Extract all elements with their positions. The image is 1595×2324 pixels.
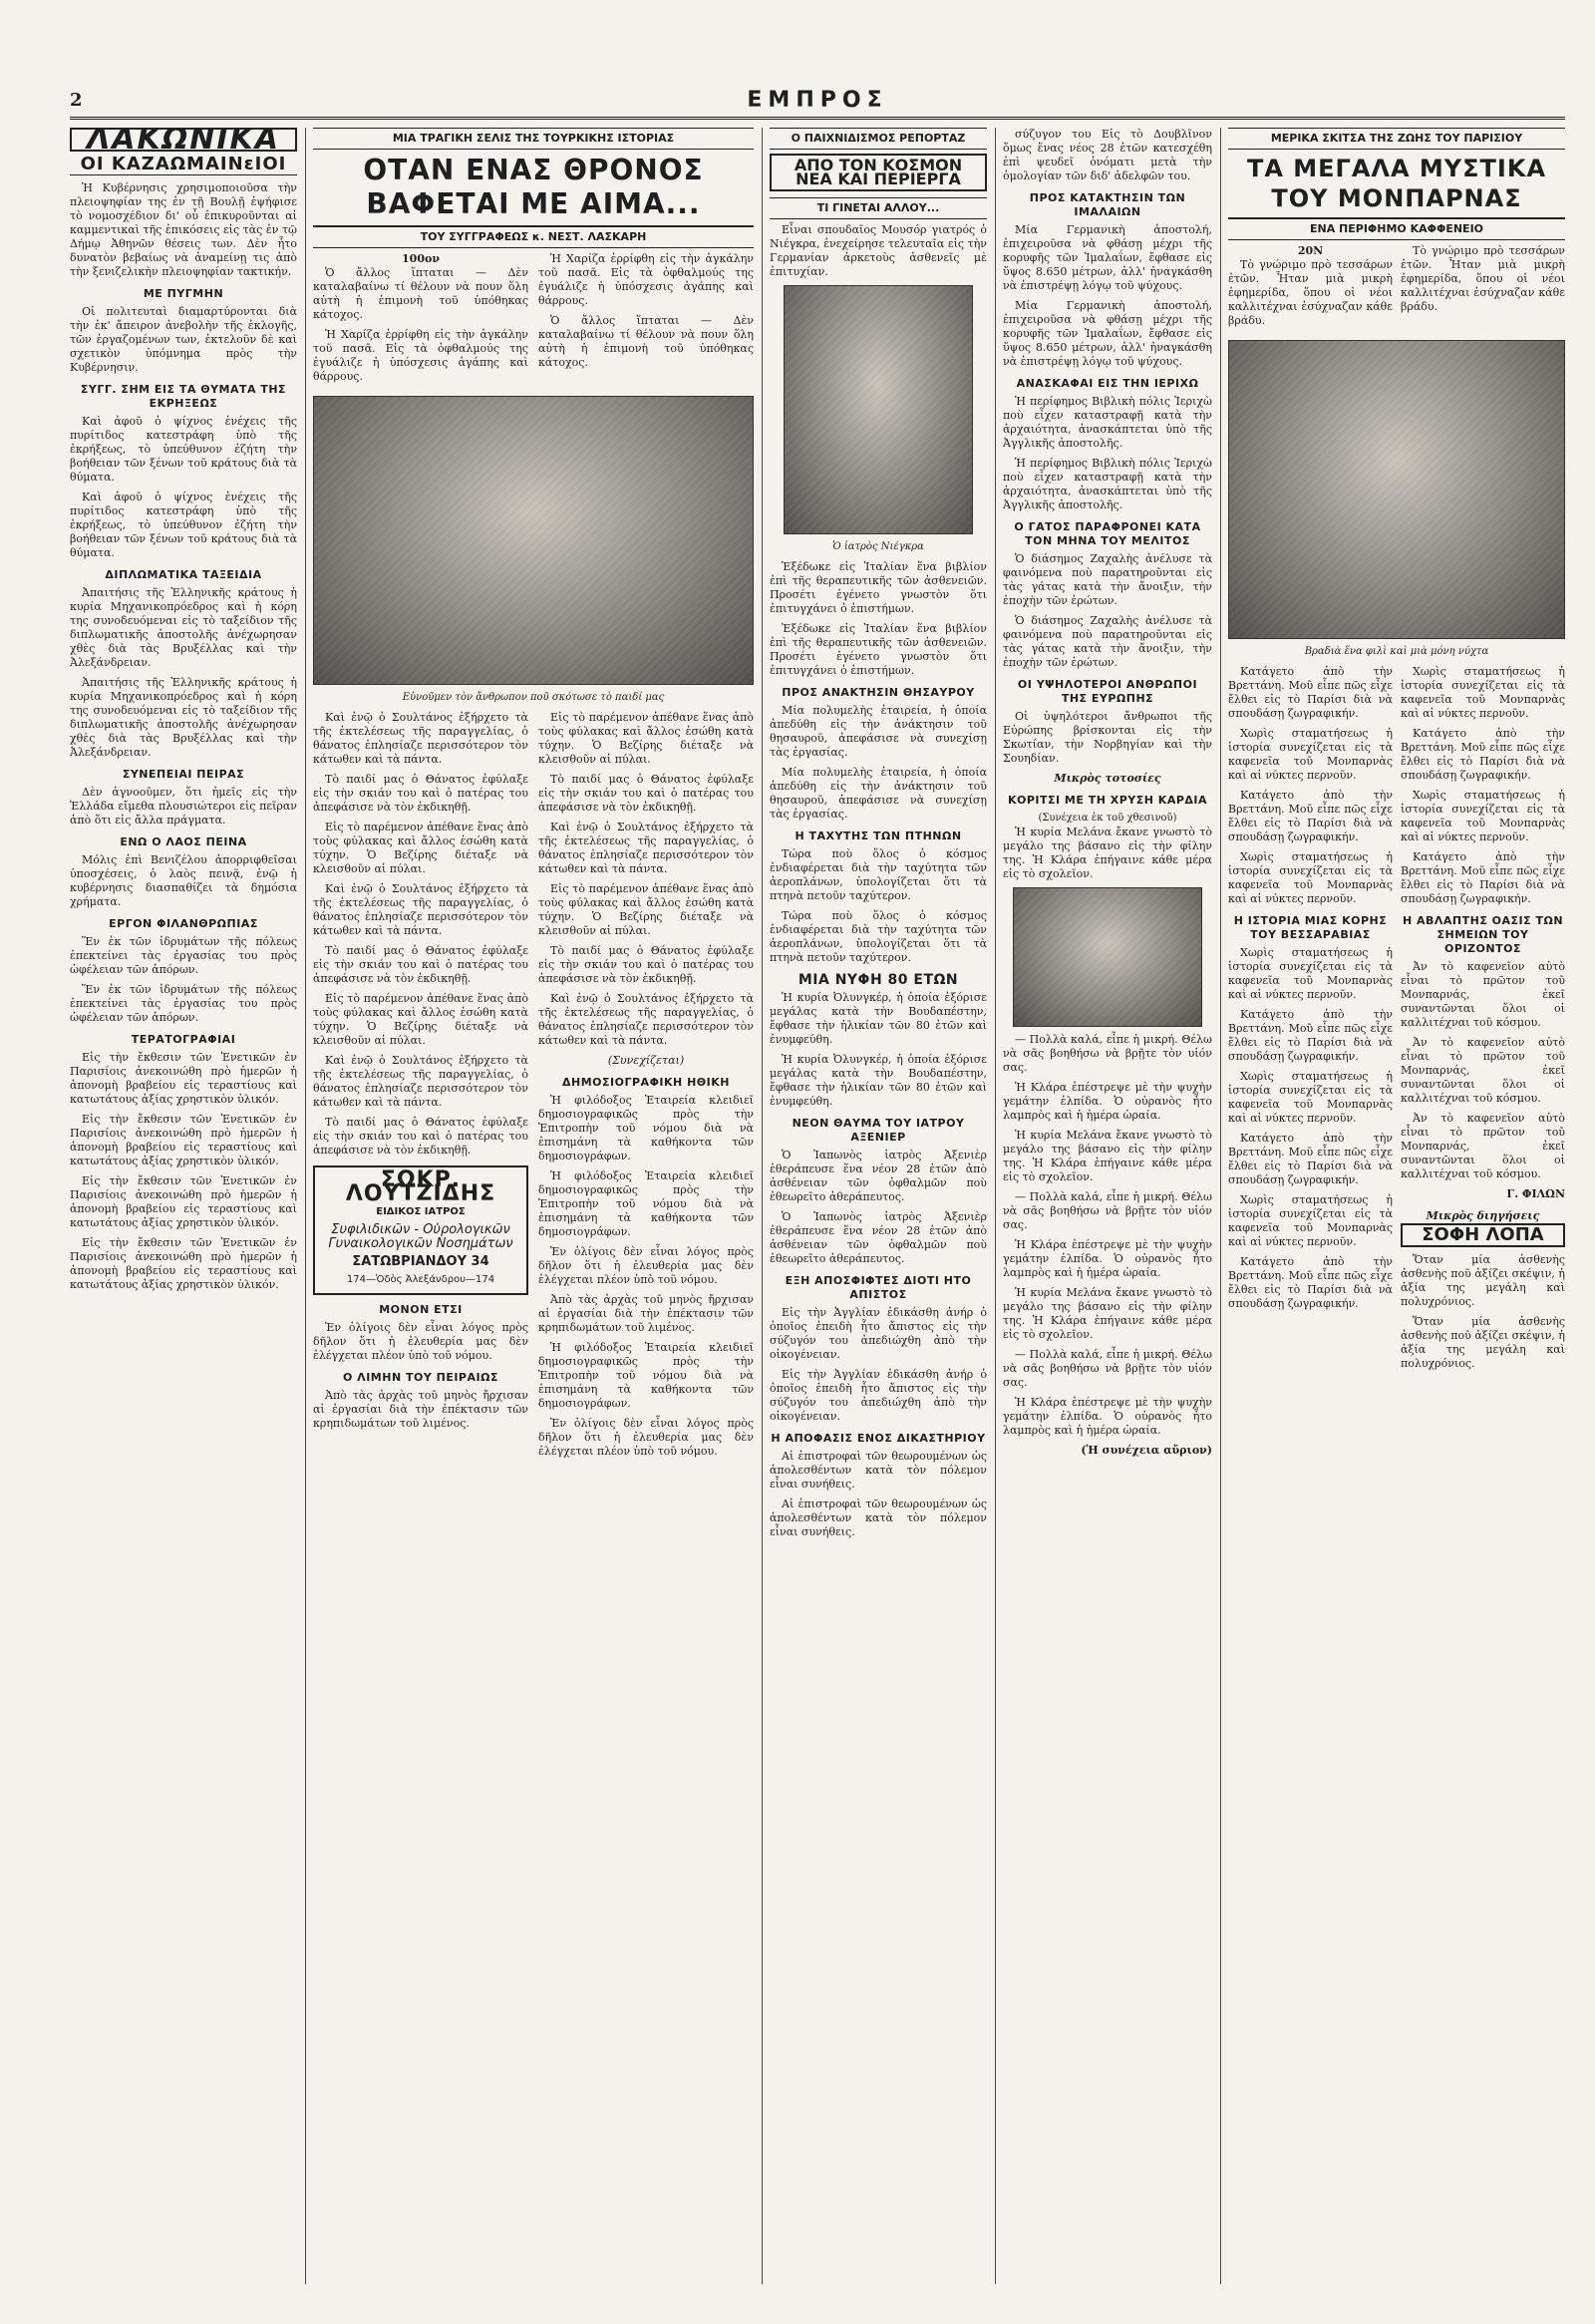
two-column-body (1228, 665, 1565, 1377)
article-body: — Πολλὰ καλά, εἶπε ἡ μικρή. Θέλω νὰ σᾶς βοηθήσω νὰ βρῇτε τὸν υἱόν σας. (1003, 1190, 1212, 1231)
article-body: Ἡ Κυβέρνησις χρησιμοποιοῦσα τὴν πλειοψηφίαν της ἐν τῇ Βουλῇ ἐψήφισε τὸ νομοσχέδιον δι' οὗ ἐπικυροῦνται αἱ καμμεντικαὶ τῆς ἐπικόσεις εἰς τὰς ἐν τῷ Δήμῳ Ἀθηνῶν θέσεις των. Δὲν ἦτο δυνατὸν βεβαίως νὰ ἀναμείνῃ τις ἀπὸ τὴν ξενιζελικὴν πλειοψηφίαν τακτικήν. (70, 181, 297, 278)
article-body: Κατάγετο ἀπὸ τὴν Βρεττάνη. Μοῦ εἶπε πῶς εἶχε ἔλθει εἰς τὸ Παρίσι διὰ νὰ σπουδάσῃ ζωγραφικήν. (1228, 665, 1393, 720)
article-title: Η ΑΠΟΦΑΣΙΣ ΕΝΟΣ ΔΙΚΑΣΤΗΡΙΟΥ (771, 1432, 986, 1445)
article-body: Ἡ κυρία Μελάνα ἔκανε γνωστὸ τὸ μεγάλο της βάσανο εἰς τὴν φίλην της. Ἡ Κλάρα ἐπήγαινε κάθε μέρα εἰς τὸ σχολεῖον. (1003, 1129, 1212, 1183)
article-byline: ΤΟΥ ΣΥΓΓΡΑΦΕΩΣ κ. ΝΕΣΤ. ΛΑΣΚΑΡΗ (313, 227, 754, 248)
article-body: Κατάγετο ἀπὸ τὴν Βρεττάνη. Μοῦ εἶπε πῶς εἶχε ἔλθει εἰς τὸ Παρίσι διὰ νὰ σπουδάσῃ ζωγραφικήν. (1401, 850, 1565, 905)
story-label: Μικρὸς τοτοσίες (1054, 772, 1161, 785)
column-lakonika (70, 128, 297, 2284)
article-subtitle: ΤΙ ΓΙΝΕΤΑΙ ΑΛΛΟΥ... (770, 197, 987, 219)
column-turkish-history (313, 128, 754, 2284)
article-body: Εἰς τὸ παρέμενον ἀπέθανε ἕνας ἀπὸ τοὺς φύλακας καὶ ἄλλος ἐσώθη κατὰ τύχην. Ὁ Βεζίρης διέταξε νὰ κλεισθοῦν αἱ πύλαι. (538, 882, 754, 937)
newspaper-name: ΕΜΠΡΟΣ (747, 88, 888, 113)
article-body: Χωρὶς σταματήσεως ἡ ἱστορία συνεχίζεται εἰς τὰ καφενεῖα τοῦ Μονπαρνὰς καὶ αἱ νύκτες περνοῦν. (1228, 850, 1393, 905)
article-body: Αἱ ἐπιστροφαὶ τῶν θεωρουμένων ὡς ἀπολεσθέντων κατὰ τὸν πόλεμον εἶναι συνήθεις. (770, 1450, 987, 1491)
article-body: Μία Γερμανικὴ ἀποστολή, ἐπιχειροῦσα νὰ φθάσῃ μέχρι τῆς κορυφῆς τῶν Ἱμαλαΐων, ἔφθασε εἰς ὕψος 8.650 μέτρων, ἀλλ' ἠναγκάσθη νὰ ἐπιστρέψῃ λόγῳ τοῦ ψύχους. (1003, 223, 1212, 292)
article-body: Αἱ ἐπιστροφαὶ τῶν θεωρουμένων ὡς ἀπολεσθέντων κατὰ τὸν πόλεμον εἶναι συνήθεις. (770, 1497, 987, 1538)
subcolumn (1401, 665, 1565, 1377)
title-line: ΝΕΑ ΚΑΙ ΠΕΡΙΕΡΓΑ (796, 169, 961, 188)
article-body: Χωρὶς σταματήσεως ἡ ἱστορία συνεχίζεται εἰς τὰ καφενεῖα τοῦ Μονπαρνὰς καὶ αἱ νύκτες περνοῦν. (1228, 1193, 1393, 1248)
photo-caption: Εὐνοῦμεν τὸν ἄνθρωπον ποῦ σκότωσε τὸ παιδί μας (402, 692, 665, 703)
article-body: Μία πολυμελὴς ἐταιρεία, ἡ ὁποία ἀπεδύθη εἰς τὴν ἀνάκτησιν τοῦ θησαυροῦ, ἀπεφάσισε νὰ συνεχίσῃ τὰς ἐργασίας. (770, 766, 987, 821)
story-byline: (Συνέχεια ἐκ τοῦ χθεσινοῦ) (1038, 813, 1177, 824)
column-paris (1228, 128, 1565, 2284)
article-title: ΠΡΟΣ ΑΝΑΚΤΗΣΙΝ ΘΗΣΑΥΡΟΥ (782, 686, 975, 699)
article-body: Καὶ ἐνῷ ὁ Σουλτάνος ἐξήρχετο τὰ τῆς ἐκτελέσεως τῆς παραγγελίας, ὁ θάνατος ἐπλησίαζε περισσότερον τὸν κάτωθεν καὶ τὰ πάντα. (538, 821, 754, 875)
article-body: Κατάγετο ἀπὸ τὴν Βρεττάνη. Μοῦ εἶπε πῶς εἶχε ἔλθει εἰς τὸ Παρίσι διὰ νὰ σπουδάσῃ ζωγραφικήν. (1228, 1132, 1393, 1186)
article-title: ΝΕΟΝ ΘΑΥΜΑ ΤΟΥ ΙΑΤΡΟΥ ΑΞΕΝΙΕΡ (792, 1117, 965, 1144)
article-body: Ἀν τὸ καφενεῖον αὐτὸ εἶναι τὸ πρῶτον τοῦ Μονπαρνάς, ἐκεῖ συναντῶνται ὅλοι οἱ καλλιτέχναι τοῦ κόσμου. (1401, 1112, 1565, 1180)
article-body: Ἡ περίφημος Βιβλικὴ πόλις Ἰεριχὼ ποὺ εἶχεν καταστραφῇ κατὰ τὴν ἀρχαιότητα, ἀνασκάπτεται ὑπὸ τῆς Ἀγγλικῆς ἀποστολῆς. (1003, 395, 1212, 450)
article-body: Ὅταν μία ἀσθενὴς ἀσθενὴς ποῦ ἀξίζει σκέψιν, ἡ ἀξία της μεγάλη καὶ πολυχρόνιος. (1401, 1253, 1565, 1308)
subcolumn (313, 252, 528, 390)
article-body: Μία Γερμανικὴ ἀποστολή, ἐπιχειροῦσα νὰ φθάσῃ μέχρι τῆς κορυφῆς τῶν Ἱμαλαΐων, ἔφθασε εἰς ὕψος 8.650 μέτρων, ἀλλ' ἠναγκάσθη νὰ ἐπιστρέψῃ λόγῳ τοῦ ψύχους. (1003, 299, 1212, 368)
article-title: ΜΙΑ ΝΥΦΗ 80 ΕΤΩΝ (798, 972, 959, 988)
article-body: Ἡ φιλόδοξος Ἐταιρεία κλειδιεῖ δημοσιογραφικῶς πρὸς τὴν Ἐπιτροπὴν τοῦ νόμου διὰ νὰ ἐπισημάνη τὰ καθήκοντα τῶν δημοσιογράφων. (538, 1094, 754, 1162)
article-title: ΟΤΑΝ ΕΝΑΣ ΘΡΟΝΟΣ (363, 154, 704, 186)
article-title: ΟΙ ΥΨΗΛΟΤΕΡΟΙ ΑΝΘΡΩΠΟΙ ΤΗΣ ΕΥΡΩΠΗΣ (1017, 678, 1198, 705)
article-body: Ὁ ἄλλος ἵπταται — Δὲν καταλαβαίνω τί θέλουν νὰ πουν ὅλη αὐτὴ ἡ ἐπιμονὴ τοῦ ὑπόθηκας κάτοχος. (538, 314, 754, 369)
column-rule (995, 128, 996, 2284)
article-title: ΕΝΩ Ο ΛΑΟΣ ΠΕΙΝΑ (120, 835, 247, 848)
article-body: Ἡ Κλάρα ἐπέστρεψε μὲ τὴν ψυχὴν γεμάτην ἐλπίδα. Ὁ οὐρανὸς ἦτο λαμπρὸς καὶ ἡ ἡμέρα ὡραία. (1003, 1396, 1212, 1437)
article-body: Ἡ Χαρίζα ἐρρίφθη εἰς τὴν ἀγκάλην τοῦ πασᾶ. Εἰς τὰ ὀφθαλμούς της ἐγυάλιζε ἡ ὑπόσχεσις ἀγάπης καὶ θάρρους. (538, 252, 754, 307)
article-body: Κατάγετο ἀπὸ τὴν Βρεττάνη. Μοῦ εἶπε πῶς εἶχε ἔλθει εἰς τὸ Παρίσι διὰ νὰ σπουδάσῃ ζωγραφικήν. (1228, 1255, 1393, 1310)
episode-number: 20Ν (1297, 244, 1324, 257)
article-body: Ἡ φιλόδοξος Ἐταιρεία κλειδιεῖ δημοσιογραφικῶς πρὸς τὴν Ἐπιτροπὴν τοῦ νόμου διὰ νὰ ἐπισημάνη τὰ καθήκοντα τῶν δημοσιογράφων. (538, 1341, 754, 1410)
article-body: Χωρὶς σταματήσεως ἡ ἱστορία συνεχίζεται εἰς τὰ καφενεῖα τοῦ Μονπαρνὰς καὶ αἱ νύκτες περνοῦν. (1228, 1070, 1393, 1125)
photo-caption: Ὁ ἰατρὸς Νιέγκρα (832, 541, 924, 552)
article-body: Καὶ ἐνῷ ὁ Σουλτάνος ἐξήρχετο τὰ τῆς ἐκτελέσεως τῆς παραγγελίας, ὁ θάνατος ἐπλησίαζε περισσότερον τὸν κάτωθεν καὶ τὰ πάντα. (313, 711, 528, 766)
article-title: ΜΕ ΠΥΓΜΗΝ (143, 287, 224, 300)
article-body: Καὶ ἐνῷ ὁ Σουλτάνος ἐξήρχετο τὰ τῆς ἐκτελέσεως τῆς παραγγελίας, ὁ θάνατος ἐπλησίαζε περισσότερον τὸν κάτωθεν καὶ τὰ πάντα. (538, 992, 754, 1047)
photo-illustration (313, 396, 754, 685)
article-body: Ἐν ὀλίγοις δὲν εἶναι λόγος πρὸς δῆλον ὅτι ἡ ἐλευθερία μας δὲν ἐλέγχεται πλέον ὑπὸ τοῦ νόμου. (538, 1417, 754, 1458)
article-body: Οἱ πολιτευταὶ διαμαρτύρονται διὰ τὴν ἐκ' ἄπειρον ἀνεβολὴν τῆς ἐκλογῆς, τῶν ἐργαζομένων των, ἐκτελοῦν δὲ καὶ σχετικὸν ὑπόμνημα πρὸς τὴν Κυβέρνησιν. (70, 305, 297, 374)
article-title: Η ΑΒΛΑΠΤΗΣ ΟΑΣΙΣ ΤΩΝ ΣΗΜΕΙΩΝ ΤΟΥ ΟΡΙΖΟΝΤΟΣ (1402, 914, 1564, 955)
article-title: ΤΟΥ ΜΟΝΠΑΡΝΑΣ (1228, 183, 1565, 219)
article-title: ΕΡΓΟΝ ΦΙΛΑΝΘΡΩΠΙΑΣ (109, 917, 258, 930)
article-body: Ὅταν μία ἀσθενὴς ἀσθενὴς ποῦ ἀξίζει σκέψιν, ἡ ἀξία της μεγάλη καὶ πολυχρόνιος. (1401, 1315, 1565, 1370)
article-body: Εἰς τὴν ἔκθεσιν τῶν Ἐνετικῶν ἐν Παρισίοις ἀνεκοινώθη πρὸ ἡμερῶν ἡ ἀπονομὴ βραβείου εἰς τεραστίους καὶ κατωτάτους ἀξίας χρηστικὸν ὑλικόν. (70, 1113, 297, 1167)
article-body: Ἀν τὸ καφενεῖον αὐτὸ εἶναι τὸ πρῶτον τοῦ Μονπαρνάς, ἐκεῖ συναντῶνται ὅλοι οἱ καλλιτέχναι τοῦ κόσμου. (1401, 960, 1565, 1029)
portrait-photo (784, 285, 973, 534)
article-body: Τὸ γνώριμο πρὸ τεσσάρων ἐτῶν. Ἦταν μιὰ μικρὴ ἐφημερίδα, ὅπου οἱ νέοι καλλιτέχναι ἐσύχναζαν κάθε βράδυ. (1401, 244, 1565, 313)
column-various (1003, 128, 1212, 2284)
article-title: ΤΕΡΑΤΟΓΡΑΦΙΑΙ (131, 1033, 236, 1046)
ad-subtitle: ΕΙΔΙΚΟΣ ΙΑΤΡΟΣ (376, 1206, 466, 1217)
article-body: Χωρὶς σταματήσεως ἡ ἱστορία συνεχίζεται εἰς τὰ καφενεῖα τοῦ Μονπαρνὰς καὶ αἱ νύκτες περνοῦν. (1228, 727, 1393, 782)
article-body: — Πολλὰ καλά, εἶπε ἡ μικρή. Θέλω νὰ σᾶς βοηθήσω νὰ βρῇτε τὸν υἱόν σας. (1003, 1348, 1212, 1389)
article-body: Μόλις ἐπὶ Βενιζέλου ἀπορριφθεῖσαι ὑποσχέσεις, ὁ λαὸς πεινᾷ, ἐνῷ ἡ κυβέρνησις διασπαθίζει τὰ δημόσια χρήματα. (70, 853, 297, 908)
story-label: Μικρὸς διηγήσεις (1426, 1209, 1540, 1222)
subcolumn (1401, 244, 1565, 334)
story-title: ΚΟΡΙΤΣΙ ΜΕ ΤΗ ΧΡΥΣΗ ΚΑΡΔΙΑ (1007, 794, 1208, 807)
advertisement-doctor (313, 1165, 528, 1295)
article-title: ΣΥΓΓ. ΣΗΜ ΕΙΣ ΤΑ ΘΥΜΑΤΑ ΤΗΣ ΕΚΡΗΞΕΩΣ (80, 383, 287, 410)
masthead (70, 88, 1565, 120)
article-body: Εἰς τὴν Ἀγγλίαν ἐδικάσθη ἀνήρ ὁ ὁποῖος ἐπειδὴ ἦτο ἄπιστος εἰς τὴν σύζυγόν του ἀπεδιώχθη ἀπὸ τὴν οἰκογένειαν. (770, 1306, 987, 1361)
article-kicker: Ο ΠΑΙΧΝΙΔΙΣΜΟΣ ΡΕΠΟΡΤΑΖ (770, 128, 987, 150)
two-column-body (313, 252, 754, 390)
continuation-note: (Ἡ συνέχεια αὔριον) (1081, 1444, 1212, 1457)
article-body: Ἕν ἐκ τῶν ἱδρυμάτων τῆς πόλεως ἐπεκτείνει τὰς ἐργασίας του πρὸς ὠφέλειαν τῶν ἀπόρων. (70, 935, 297, 976)
article-body: Εἰς τὸ παρέμενον ἀπέθανε ἕνας ἀπὸ τοὺς φύλακας καὶ ἄλλος ἐσώθη κατὰ τύχην. Ὁ Βεζίρης διέταξε νὰ κλεισθοῦν αἱ πύλαι. (313, 992, 528, 1047)
article-body: Ἐξέδωκε εἰς Ἰταλίαν ἕνα βιβλίον ἐπὶ τῆς θεραπευτικῆς τῶν ἀσθενειῶν. Προσέτι ἐγένετο γνωστὸν ὅτι ἐπιτυγχάνει ὁ ἐπιστήμων. (770, 560, 987, 615)
article-body: Ἡ κυρία Ὀλυνγκέρ, ἡ ὁποία ἐξόρισε μεγάλας κατὰ τὴν Βουδαπέστην, ἔφθασε τὴν ἡλικίαν τῶν 80 ἐτῶν καὶ ἐνυμφεύθη. (770, 991, 987, 1046)
article-body: Εἰς τὴν Ἀγγλίαν ἐδικάσθη ἀνήρ ὁ ὁποῖος ἐπειδὴ ἦτο ἄπιστος εἰς τὴν σύζυγόν του ἀπεδιώχθη ἀπὸ τὴν οἰκογένειαν. (770, 1368, 987, 1423)
two-column-body (1228, 244, 1565, 334)
article-body: Μία πολυμελὴς ἐταιρεία, ἡ ὁποία ἀπεδύθη εἰς τὴν ἀνάκτησιν τοῦ θησαυροῦ, ἀπεφάσισε νὰ συνεχίσῃ τὰς ἐργασίας. (770, 704, 987, 759)
photo-illustration (1228, 340, 1565, 639)
ad-address: ΣΑΤΩΒΡΙΑΝΔΟΥ 34 (352, 1254, 489, 1269)
article-body: Ἐν ὀλίγοις δὲν εἶναι λόγος πρὸς δῆλον ὅτι ἡ ἐλευθερία μας δὲν ἐλέγχεται πλέον ὑπὸ τοῦ νόμου. (313, 1321, 528, 1362)
ad-phone: 174—Ὁδὸς Ἀλεξάνδρου—174 (346, 1274, 495, 1285)
continuation-note: (Συνεχίζεται) (607, 1054, 685, 1067)
section-title-lakonika: ΛΑΚΩΝΙΚΑ (70, 128, 297, 152)
article-body: Εἰς τὴν ἔκθεσιν τῶν Ἐνετικῶν ἐν Παρισίοις ἀνεκοινώθη πρὸ ἡμερῶν ἡ ἀπονομὴ βραβείου εἰς τεραστίους καὶ κατωτάτους ἀξίας χρηστικὸν ὑλικόν. (70, 1236, 297, 1291)
article-body: Ἡ φιλόδοξος Ἐταιρεία κλειδιεῖ δημοσιογραφικῶς πρὸς τὴν Ἐπιτροπὴν τοῦ νόμου διὰ νὰ ἐπισημάνη τὰ καθήκοντα τῶν δημοσιογράφων. (538, 1169, 754, 1238)
article-title: Η ΙΣΤΟΡΙΑ ΜΙΑΣ ΚΟΡΗΣ ΤΟΥ ΒΕΣΣΑΡΑΒΙΑΣ (1233, 914, 1388, 941)
article-body: Εἰς τὸ παρέμενον ἀπέθανε ἕνας ἀπὸ τοὺς φύλακας καὶ ἄλλος ἐσώθη κατὰ τύχην. Ὁ Βεζίρης διέταξε νὰ κλεισθοῦν αἱ πύλαι. (313, 821, 528, 875)
ad-title: ΣΩΚΡ. ΛΟΥΤΖΙΔΗΣ (345, 1167, 496, 1206)
article-title: ΔΗΜΟΣΙΟΓΡΑΦΙΚΗ ΗΘΙΚΗ (562, 1076, 730, 1089)
article-body: Καὶ ἀφοῦ ὁ ψίχνος ἐνέχεις τῆς πυρίτιδος κατεστράφη ὑπὸ τῆς ἐκρήξεως, τὸ ὑπεύθυνον ἐζήτη τὴν βοήθειαν τῶν ξένων τοῦ κράτους διὰ τὰ θύματα. (70, 491, 297, 559)
article-body: Ἡ Κλάρα ἐπέστρεψε μὲ τὴν ψυχὴν γεμάτην ἐλπίδα. Ὁ οὐρανὸς ἦτο λαμπρὸς καὶ ἡ ἡμέρα ὡραία. (1003, 1238, 1212, 1279)
article-body: Εἰς τὴν ἔκθεσιν τῶν Ἐνετικῶν ἐν Παρισίοις ἀνεκοινώθη πρὸ ἡμερῶν ἡ ἀπονομὴ βραβείου εἰς τεραστίους καὶ κατωτάτους ἀξίας χρηστικὸν ὑλικόν. (70, 1174, 297, 1229)
article-body: Ἀπαιτήσις τῆς Ἑλληνικῆς κράτους ἡ κυρία Μηχανικοπρόεδρος καὶ ἡ κόρη της συνοδευόμεναι εἰς τὸ ταξείδιον τῆς διπλωματικῆς ἀποστολῆς ἀνέχωρησαν χθὲς διὰ τὰς Βρυξέλλας καὶ τὴν Ἀλεξάνδρειαν. (70, 586, 297, 669)
article-title: ΑΝΑΣΚΑΦΑΙ ΕΙΣ ΤΗΝ ΙΕΡΙΧΩ (1016, 377, 1199, 390)
two-column-body (313, 711, 754, 1465)
article-body: Ὁ Ἰαπωνὸς ἰατρὸς Ἀξενιὲρ ἐθεράπευσε ἕνα νέον 28 ἐτῶν ἀπὸ ἀσθένειαν τῶν ὀφθαλμῶν ποὺ ἐθεωρεῖτο ἀθεράπευτος. (770, 1149, 987, 1203)
article-title: ΣΥΝΕΠΕΙΑΙ ΠΕΙΡΑΣ (122, 768, 245, 781)
article-body: σύζυγον του Εἰς τὸ Δουβλῖνον ὅμως ἕνας νέος 28 ἐτῶν κατεσχέθη ἐπὶ ψευδεῖ ὀνόματι μετὰ τὴν ὁμολογίαν τῶν διδ' ἀδελφῶν του. (1003, 128, 1212, 182)
article-body: Καὶ ἐνῷ ὁ Σουλτάνος ἐξήρχετο τὰ τῆς ἐκτελέσεως τῆς παραγγελίας, ὁ θάνατος ἐπλησίαζε περισσότερον τὸν κάτωθεν καὶ τὰ πάντα. (313, 882, 528, 937)
article-body: Ἡ κυρία Μελάνα ἔκανε γνωστὸ τὸ μεγάλο της βάσανο εἰς τὴν φίλην της. Ἡ Κλάρα ἐπήγαινε κάθε μέρα εἰς τὸ σχολεῖον. (1003, 826, 1212, 880)
article-body: Ἀπὸ τὰς ἀρχὰς τοῦ μηνὸς ἤρχισαν αἱ ἐργασίαι διὰ τὴν ἐπέκτασιν τῶν κρηπιδωμάτων τοῦ λιμένος. (313, 1389, 528, 1430)
article-title: ΤΑ ΜΕΓΑΛΑ ΜΥΣΤΙΚΑ (1246, 155, 1547, 182)
article-body: Εἰς τὴν ἔκθεσιν τῶν Ἐνετικῶν ἐν Παρισίοις ἀνεκοινώθη πρὸ ἡμερῶν ἡ ἀπονομὴ βραβείου εἰς τεραστίους καὶ κατωτάτους ἀξίας χρηστικὸν ὑλικόν. (70, 1051, 297, 1106)
article-body: Ἡ περίφημος Βιβλικὴ πόλις Ἰεριχὼ ποὺ εἶχεν καταστραφῇ κατὰ τὴν ἀρχαιότητα, ἀνασκάπτεται ὑπὸ τῆς Ἀγγλικῆς ἀποστολῆς. (1003, 457, 1212, 511)
article-body: Ὁ διάσημος Ζαχαλὴς ἀνέλυσε τὰ φαινόμενα ποὺ παρατηροῦνται εἰς τὰς γάτας κατὰ τὴν ἄνοιξιν, τὴν ἐποχὴν τῶν ἐρώτων. (1003, 614, 1212, 669)
article-body: Καὶ ἐνῷ ὁ Σουλτάνος ἐξήρχετο τὰ τῆς ἐκτελέσεως τῆς παραγγελίας, ὁ θάνατος ἐπλησίαζε περισσότερον τὸν κάτωθεν καὶ τὰ πάντα. (313, 1054, 528, 1109)
author-signature: Γ. ΦΙΛΩΝ (1506, 1187, 1565, 1200)
article-body: Ἀν τὸ καφενεῖον αὐτὸ εἶναι τὸ πρῶτον τοῦ Μονπαρνάς, ἐκεῖ συναντῶνται ὅλοι οἱ καλλιτέχναι τοῦ κόσμου. (1401, 1036, 1565, 1105)
article-title (770, 154, 987, 191)
article-title: ΟΙ ΚΑΖΑΩΜΑΙΝεΙΟΙ (70, 158, 297, 175)
article-body: Χωρὶς σταματήσεως ἡ ἱστορία συνεχίζεται εἰς τὰ καφενεῖα τοῦ Μονπαρνὰς καὶ αἱ νύκτες περνοῦν. (1401, 665, 1565, 720)
article-body: — Πολλὰ καλά, εἶπε ἡ μικρή. Θέλω νὰ σᾶς βοηθήσω νὰ βρῇτε τὸν υἱόν σας. (1003, 1033, 1212, 1074)
subcolumn (1228, 244, 1393, 334)
article-body: Καὶ ἀφοῦ ὁ ψίχνος ἐνέχεις τῆς πυρίτιδος κατεστράφη ὑπὸ τῆς ἐκρήξεως, τὸ ὑπεύθυνον ἐζήτη τὴν βοήθειαν τῶν ξένων τοῦ κράτους διὰ τὰ θύματα. (70, 415, 297, 484)
article-body: Ἕν ἐκ τῶν ἱδρυμάτων τῆς πόλεως ἐπεκτείνει τὰς ἐργασίας του πρὸς ὠφέλειαν τῶν ἀπόρων. (70, 983, 297, 1024)
article-body: Ὁ Ἰαπωνὸς ἰατρὸς Ἀξενιὲρ ἐθεράπευσε ἕνα νέον 28 ἐτῶν ἀπὸ ἀσθένειαν τῶν ὀφθαλμῶν ποὺ ἐθεωρεῖτο ἀθεράπευτος. (770, 1210, 987, 1265)
column-rule (1220, 128, 1221, 2284)
column-rule (305, 128, 306, 2284)
title-line: ΑΠΟ ΤΟΝ ΚΟΣΜΟΝ (794, 156, 963, 174)
article-body: Τὸ παιδί μας ὁ Θάνατος ἐφύλαξε εἰς τὴν σκιάν του καὶ ὁ πατέρας του ἀπεφάσισε νὰ τὸν ἐκδικηθῇ. (313, 1116, 528, 1157)
article-body: Τώρα ποὺ ὅλος ὁ κόσμος ἐνδιαφέρεται διὰ τὴν ταχύτητα τῶν ἀεροπλάνων, ὑπολογίζεται ὅτι τὰ πτηνὰ πετοῦν ταχύτερον. (770, 909, 987, 964)
article-body: Τὸ παιδί μας ὁ Θάνατος ἐφύλαξε εἰς τὴν σκιάν του καὶ ὁ πατέρας του ἀπεφάσισε νὰ τὸν ἐκδικηθῇ. (538, 944, 754, 985)
article-body: Κατάγετο ἀπὸ τὴν Βρεττάνη. Μοῦ εἶπε πῶς εἶχε ἔλθει εἰς τὸ Παρίσι διὰ νὰ σπουδάσῃ ζωγραφικήν. (1228, 1008, 1393, 1063)
article-body: Κατάγετο ἀπὸ τὴν Βρεττάνη. Μοῦ εἶπε πῶς εἶχε ἔλθει εἰς τὸ Παρίσι διὰ νὰ σπουδάσῃ ζωγραφικήν. (1228, 789, 1393, 843)
article-kicker: ΜΙΑ ΤΡΑΓΙΚΗ ΣΕΛΙΣ ΤΗΣ ΤΟΥΡΚΙΚΗΣ ΙΣΤΟΡΙΑΣ (313, 128, 754, 150)
article-body: Τὸ παιδί μας ὁ Θάνατος ἐφύλαξε εἰς τὴν σκιάν του καὶ ὁ πατέρας του ἀπεφάσισε νὰ τὸν ἐκδικηθῇ. (538, 773, 754, 814)
photo-caption: Βραδιὰ ἕνα φιλὶ καὶ μιὰ μόνη νύχτα (1304, 646, 1489, 657)
article-title: Ο ΓΑΤΟΣ ΠΑΡΑΦΡΟΝΕΙ ΚΑΤΑ ΤΟΝ ΜΗΝΑ ΤΟΥ ΜΕΛΙΤΟΣ (1014, 520, 1201, 547)
article-body: Ὁ ἄλλος ἵπταται — Δὲν καταλαβαίνω τί θέλουν νὰ πουν ὅλη αὐτὴ ἡ ἐπιμονὴ τοῦ ὑπόθηκας κάτοχος. (313, 266, 528, 321)
article-body: Ἡ κυρία Μελάνα ἔκανε γνωστὸ τὸ μεγάλο της βάσανο εἰς τὴν φίλην της. Ἡ Κλάρα ἐπήγαινε κάθε μέρα εἰς τὸ σχολεῖον. (1003, 1286, 1212, 1341)
article-kicker: ΜΕΡΙΚΑ ΣΚΙΤΣΑ ΤΗΣ ΖΩΗΣ ΤΟΥ ΠΑΡΙΣΙΟΥ (1228, 128, 1565, 150)
subcolumn (313, 711, 528, 1465)
article-body: Χωρὶς σταματήσεως ἡ ἱστορία συνεχίζεται εἰς τὰ καφενεῖα τοῦ Μονπαρνὰς καὶ αἱ νύκτες περνοῦν. (1401, 789, 1565, 843)
article-body: Εἶναι σπουδαῖος Μουσόρ γιατρός ὁ Νιέγκρα, ἐνεχείρησε τελευταῖα εἰς τὴν Γερμανίαν ἀρκετοὺς ἀσθενεῖς μὲ ἐπιτυχίαν. (770, 223, 987, 278)
subcolumn (1228, 665, 1393, 1377)
article-body: Ἡ κυρία Ὀλυνγκέρ, ἡ ὁποία ἐξόρισε μεγάλας κατὰ τὴν Βουδαπέστην, ἔφθασε τὴν ἡλικίαν τῶν 80 ἐτῶν καὶ ἐνυμφεύθη. (770, 1053, 987, 1108)
article-title: ΠΡΟΣ ΚΑΤΑΚΤΗΣΙΝ ΤΩΝ ΙΜΑΛΑΙΩΝ (1029, 191, 1186, 218)
article-body: Εἰς τὸ παρέμενον ἀπέθανε ἕνας ἀπὸ τοὺς φύλακας καὶ ἄλλος ἐσώθη κατὰ τύχην. Ὁ Βεζίρης διέταξε νὰ κλεισθοῦν αἱ πύλαι. (538, 711, 754, 766)
article-title: ΜΟΝΟΝ ΕΤΣΙ (379, 1303, 463, 1316)
article-title: Η ΤΑΧΥΤΗΣ ΤΩΝ ΠΤΗΝΩΝ (795, 830, 962, 842)
article-body: Χωρὶς σταματήσεως ἡ ἱστορία συνεχίζεται εἰς τὰ καφενεῖα τοῦ Μονπαρνὰς καὶ αἱ νύκτες περνοῦν. (1228, 946, 1393, 1001)
subcolumn (538, 252, 754, 390)
story-title: ΣΟΦΗ ΛΟΠΑ (1401, 1223, 1565, 1247)
article-body: Τώρα ποὺ ὅλος ὁ κόσμος ἐνδιαφέρεται διὰ τὴν ταχύτητα τῶν ἀεροπλάνων, ὑπολογίζεται ὅτι τὰ πτηνὰ πετοῦν ταχύτερον. (770, 847, 987, 902)
article-title: ΔΙΠΛΩΜΑΤΙΚΑ ΤΑΞΕΙΔΙΑ (105, 568, 262, 581)
article-body: Ἀπαιτήσις τῆς Ἑλληνικῆς κράτους ἡ κυρία Μηχανικοπρόεδρος καὶ ἡ κόρη της συνοδευόμεναι εἰς τὸ ταξείδιον τῆς διπλωματικῆς ἀποστολῆς ἀνέχωρησαν χθὲς διὰ τὰς Βρυξέλλας καὶ τὴν Ἀλεξάνδρειαν. (70, 676, 297, 759)
columns (70, 128, 1565, 2284)
subcolumn (538, 711, 754, 1465)
article-body: Ἐν ὀλίγοις δὲν εἶναι λόγος πρὸς δῆλον ὅτι ἡ ἐλευθερία μας δὲν ἐλέγχεται πλέον ὑπὸ τοῦ νόμου. (538, 1245, 754, 1286)
article-body: Ἡ Χαρίζα ἐρρίφθη εἰς τὴν ἀγκάλην τοῦ πασᾶ. Εἰς τὰ ὀφθαλμούς της ἐγυάλιζε ἡ ὑπόσχεσις ἀγάπης καὶ θάρρους. (313, 328, 528, 383)
column-rule (762, 128, 763, 2284)
article-body: Ἡ Κλάρα ἐπέστρεψε μὲ τὴν ψυχὴν γεμάτην ἐλπίδα. Ὁ οὐρανὸς ἦτο λαμπρὸς καὶ ἡ ἡμέρα ὡραία. (1003, 1081, 1212, 1122)
story-illustration (1013, 887, 1202, 1027)
page-number: 2 (70, 90, 83, 111)
article-body: Τὸ παιδί μας ὁ Θάνατος ἐφύλαξε εἰς τὴν σκιάν του καὶ ὁ πατέρας του ἀπεφάσισε νὰ τὸν ἐκδικηθῇ. (313, 944, 528, 985)
article-body: Ἐξέδωκε εἰς Ἰταλίαν ἕνα βιβλίον ἐπὶ τῆς θεραπευτικῆς τῶν ἀσθενειῶν. Προσέτι ἐγένετο γνωστὸν ὅτι ἐπιτυγχάνει ὁ ἐπιστήμων. (770, 622, 987, 677)
article-body: Κατάγετο ἀπὸ τὴν Βρεττάνη. Μοῦ εἶπε πῶς εἶχε ἔλθει εἰς τὸ Παρίσι διὰ νὰ σπουδάσῃ ζωγραφικήν. (1401, 727, 1565, 782)
article-body: Ὁ διάσημος Ζαχαλὴς ἀνέλυσε τὰ φαινόμενα ποὺ παρατηροῦνται εἰς τὰς γάτας κατὰ τὴν ἄνοιξιν, τὴν ἐποχὴν τῶν ἐρώτων. (1003, 552, 1212, 607)
article-title: ΒΑΦΕΤΑΙ ΜΕ ΑΙΜΑ... (313, 187, 754, 227)
ad-text: Συφιλιδικῶν - Οὐρολογικῶν Γυναικολογικῶν Νοσημάτων (328, 1222, 513, 1251)
article-body: Τὸ παιδί μας ὁ Θάνατος ἐφύλαξε εἰς τὴν σκιάν του καὶ ὁ πατέρας του ἀπεφάσισε νὰ τὸν ἐκδικηθῇ. (313, 773, 528, 814)
article-body: Δὲν ἀγνοοῦμεν, ὅτι ἡμεῖς εἰς τὴν Ἑλλάδα εἴμεθα πλουσιώτεροι εἰς πεῖραν ἀπὸ ὅτι εἰς ἄλλα πράγματα. (70, 786, 297, 827)
article-body: Οἱ ὑψηλότεροι ἄνθρωποι τῆς Εὐρώπης βρίσκονται εἰς τὴν Σκωτίαν, τὴν Νορβηγίαν καὶ τὴν Σουηδίαν. (1003, 710, 1212, 765)
article-title: ΕΞΗ ΑΠΟΣΦΙΦΤΕΣ ΔΙΟΤΙ ΗΤΟ ΑΠΙΣΤΟΣ (785, 1274, 972, 1301)
article-body: Ἀπὸ τὰς ἀρχὰς τοῦ μηνὸς ἤρχισαν αἱ ἐργασίαι διὰ τὴν ἐπέκτασιν τῶν κρηπιδωμάτων τοῦ λιμένος. (538, 1293, 754, 1334)
episode-number: 100ον (402, 252, 440, 265)
article-title: Ο ΛΙΜΗΝ ΤΟΥ ΠΕΙΡΑΙΩΣ (343, 1371, 498, 1384)
article-subtitle: ΕΝΑ ΠΕΡΙΦΗΜΟ ΚΑΦΦΕΝΕΙΟ (1228, 219, 1565, 240)
article-body: Τὸ γνώριμο πρὸ τεσσάρων ἐτῶν. Ἦταν μιὰ μικρὴ ἐφημερίδα, ὅπου οἱ νέοι καλλιτέχναι ἐσύχναζαν κάθε βράδυ. (1228, 258, 1393, 327)
column-world-news (770, 128, 987, 2284)
